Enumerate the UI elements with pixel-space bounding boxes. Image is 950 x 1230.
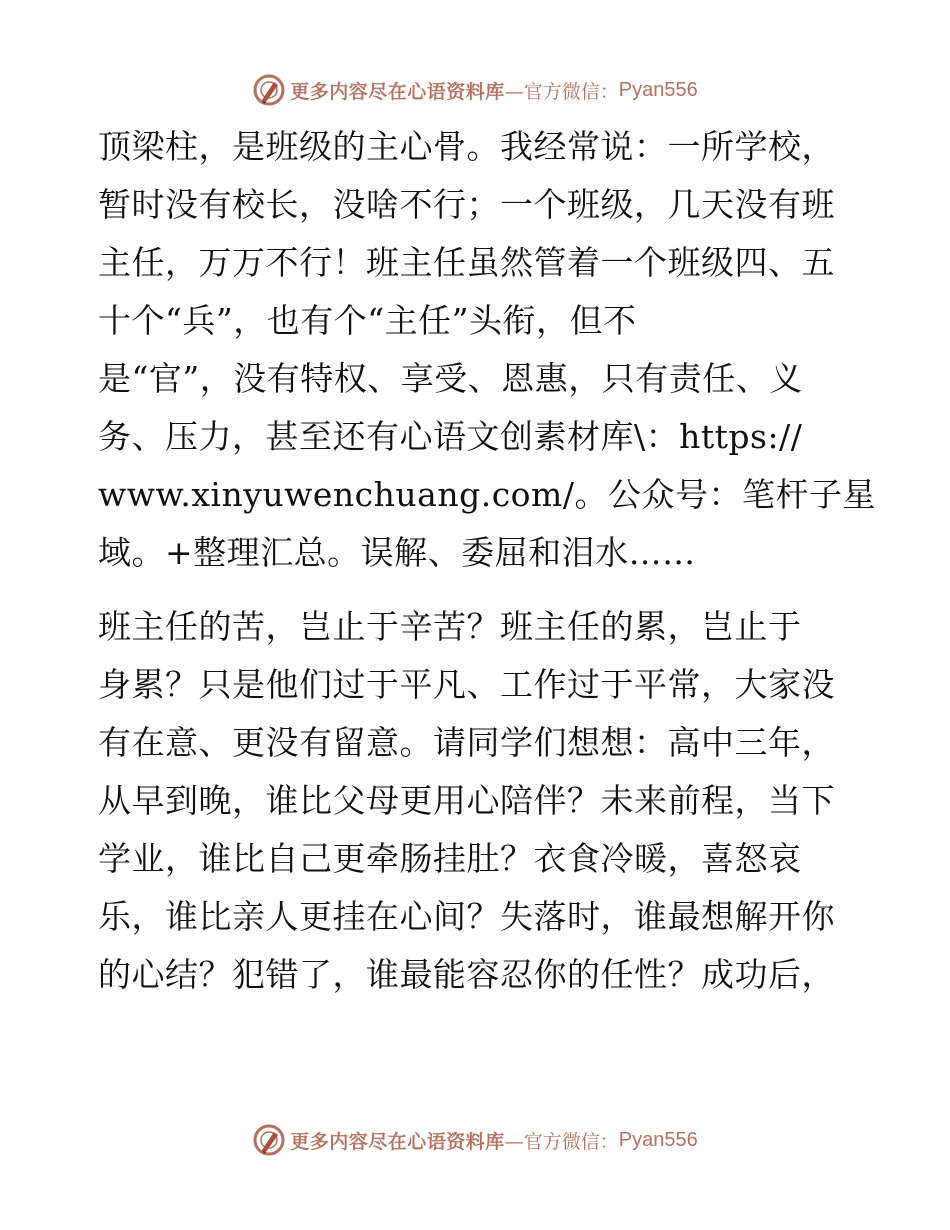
footer-banner-wechat-label: —官方微信：: [504, 1130, 619, 1153]
paragraph-1: [98, 118, 876, 582]
footer-banner-text: 更多内容尽在心语资料库: [290, 1130, 505, 1153]
pen-circle-logo-icon: [252, 73, 286, 107]
paragraph-gap: [98, 582, 858, 598]
text-line: 乐，谁比亲人更挂在心间？失落时，谁最想解开你: [98, 897, 835, 936]
text-line: 域。+整理汇总。误解、委屈和泪水……: [98, 533, 696, 572]
text-line: 的心结？犯错了，谁最能容忍你的任性？成功后，: [98, 955, 835, 994]
text-line: www.xinyuwenchuang.com/。公众号：笔杆子星: [98, 475, 876, 514]
text-line: 有在意、更没有留意。请同学们想想：高中三年，: [98, 723, 835, 762]
text-line: 身累？只是他们过于平凡、工作过于平常，大家没: [98, 665, 835, 704]
text-line: 务、压力，甚至还有心语文创素材库\：https://: [98, 417, 803, 456]
text-line: 主任，万万不行！班主任虽然管着一个班级四、五: [98, 243, 835, 282]
header-banner-wechat-id: Pyan556: [618, 78, 698, 101]
text-line: 暂时没有校长，没啥不行；一个班级，几天没有班: [98, 185, 835, 224]
document-body: [98, 118, 876, 1004]
text-line: 从早到晚，谁比父母更用心陪伴？未来前程，当下: [98, 781, 835, 820]
footer-banner: [0, 1120, 950, 1160]
footer-banner-wechat-id: Pyan556: [618, 1128, 698, 1151]
pen-circle-logo-icon: [252, 1123, 286, 1157]
header-banner-text: 更多内容尽在心语资料库: [290, 80, 505, 103]
text-line: 学业，谁比自己更牵肠挂肚？衣食冷暖，喜怒哀: [98, 839, 802, 878]
text-line: 是“官”，没有特权、享受、恩惠，只有责任、义: [98, 359, 803, 398]
text-line: 顶梁柱，是班级的主心骨。我经常说：一所学校，: [98, 127, 835, 166]
header-banner: [0, 70, 950, 110]
paragraph-2: [98, 598, 858, 1004]
text-line: 十个“兵”，也有个“主任”头衔，但不: [98, 301, 637, 340]
text-line: 班主任的苦，岂止于辛苦？班主任的累，岂止于: [98, 607, 802, 646]
header-banner-wechat-label: —官方微信：: [504, 80, 619, 103]
